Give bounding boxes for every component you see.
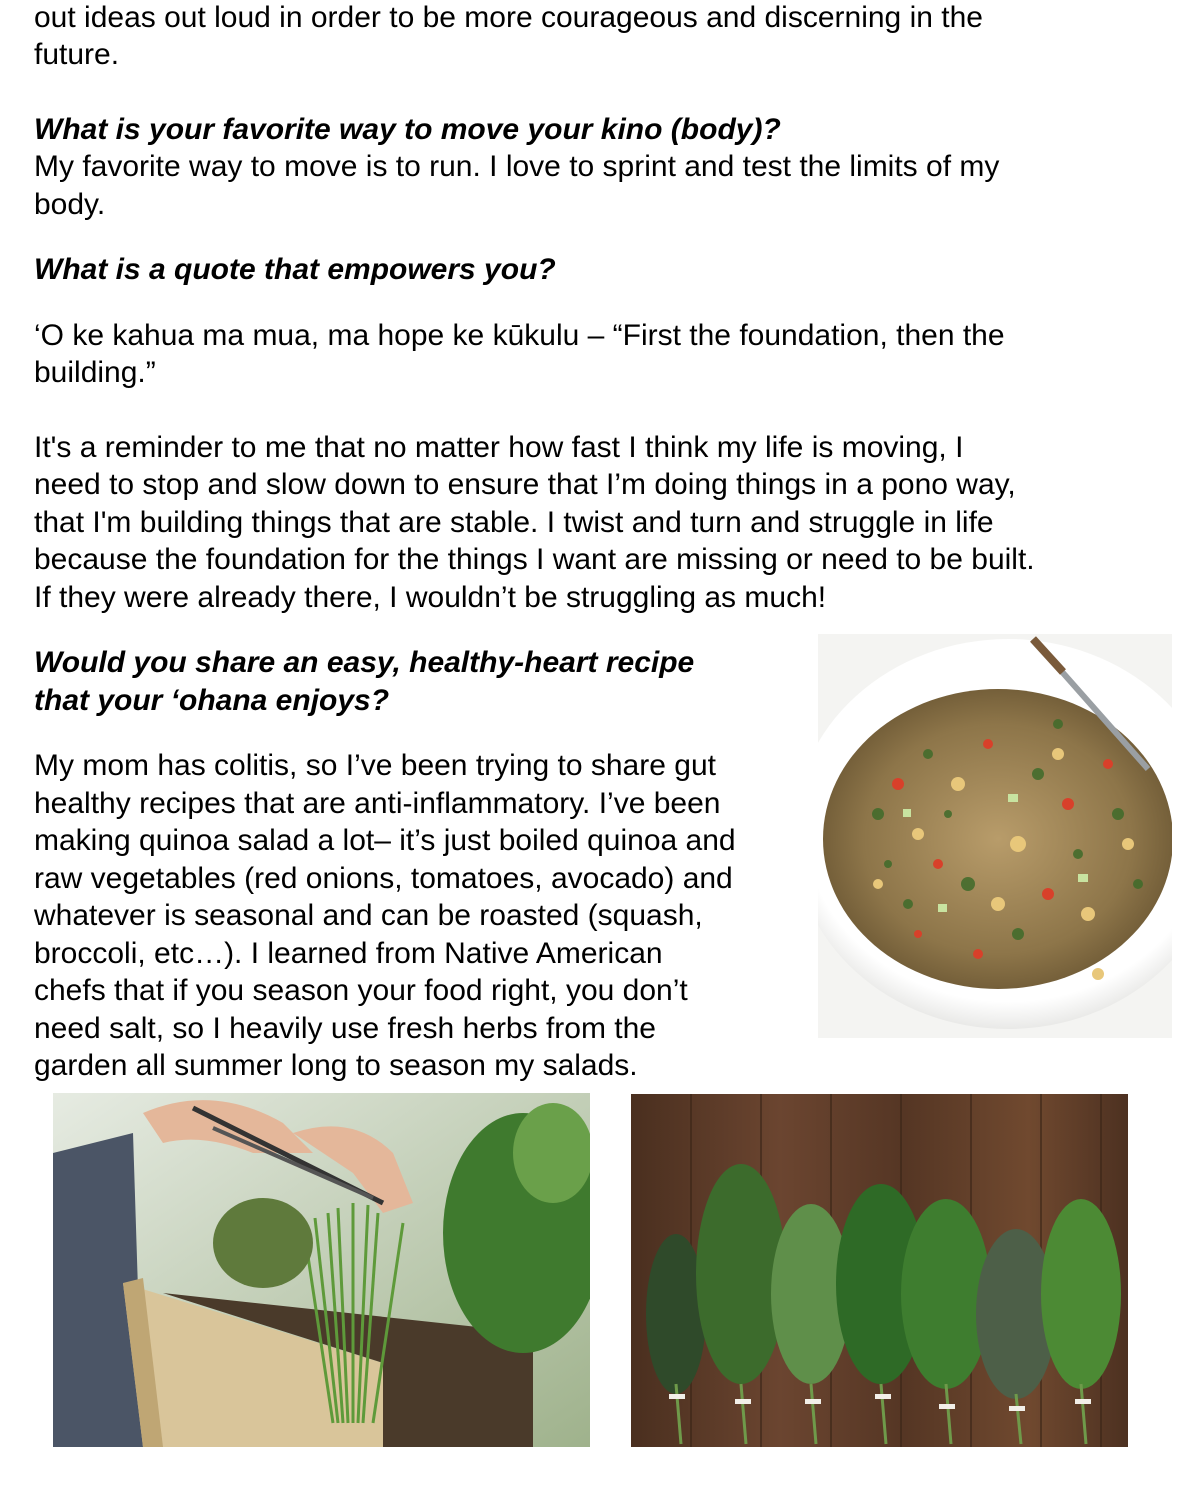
intro-line: out ideas out loud in order to be more courageous and discerning in the <box>34 1 983 34</box>
recipe-line: broccoli, etc…). I learned from Native American <box>34 937 663 970</box>
herb-garden-photo <box>53 1093 590 1447</box>
explanation-line: need to stop and slow down to ensure that I’m doing things in a pono way, <box>34 468 1016 501</box>
answer-line: body. <box>34 188 106 221</box>
intro-line: future. <box>34 38 120 71</box>
question-heading: What is a quote that empowers you? <box>34 253 556 286</box>
recipe-line: raw vegetables (red onions, tomatoes, avocado) and <box>34 862 733 895</box>
question-heading: that your ‘ohana enjoys? <box>34 684 390 717</box>
question-heading: What is your favorite way to move your kino (body)? <box>34 113 781 146</box>
recipe-line: My mom has colitis, so I’ve been trying to share gut <box>34 749 716 782</box>
herb-bundles-photo <box>631 1094 1128 1447</box>
recipe-line: need salt, so I heavily use fresh herbs from the <box>34 1012 656 1045</box>
recipe-line: chefs that if you season your food right, you don’t <box>34 974 688 1007</box>
answer-line: My favorite way to move is to run. I love to sprint and test the limits of my <box>34 150 1000 183</box>
explanation-line: that I'm building things that are stable. I twist and turn and struggle in life <box>34 506 994 539</box>
recipe-line: garden all summer long to season my salads. <box>34 1049 638 1082</box>
explanation-line: If they were already there, I wouldn’t be struggling as much! <box>34 581 827 614</box>
quinoa-salad-photo <box>818 634 1172 1038</box>
quote-line: building.” <box>34 356 156 389</box>
question-heading: Would you share an easy, healthy-heart recipe <box>34 646 695 679</box>
recipe-line: making quinoa salad a lot– it’s just boiled quinoa and <box>34 824 736 857</box>
recipe-line: whatever is seasonal and can be roasted (squash, <box>34 899 703 932</box>
explanation-line: It's a reminder to me that no matter how fast I think my life is moving, I <box>34 431 964 464</box>
quote-line: ‘O ke kahua ma mua, ma hope ke kūkulu – “First the foundation, then the <box>34 319 1005 352</box>
explanation-line: because the foundation for the things I want are missing or need to be built. <box>34 543 1035 576</box>
recipe-line: healthy recipes that are anti-inflammatory. I’ve been <box>34 787 721 820</box>
